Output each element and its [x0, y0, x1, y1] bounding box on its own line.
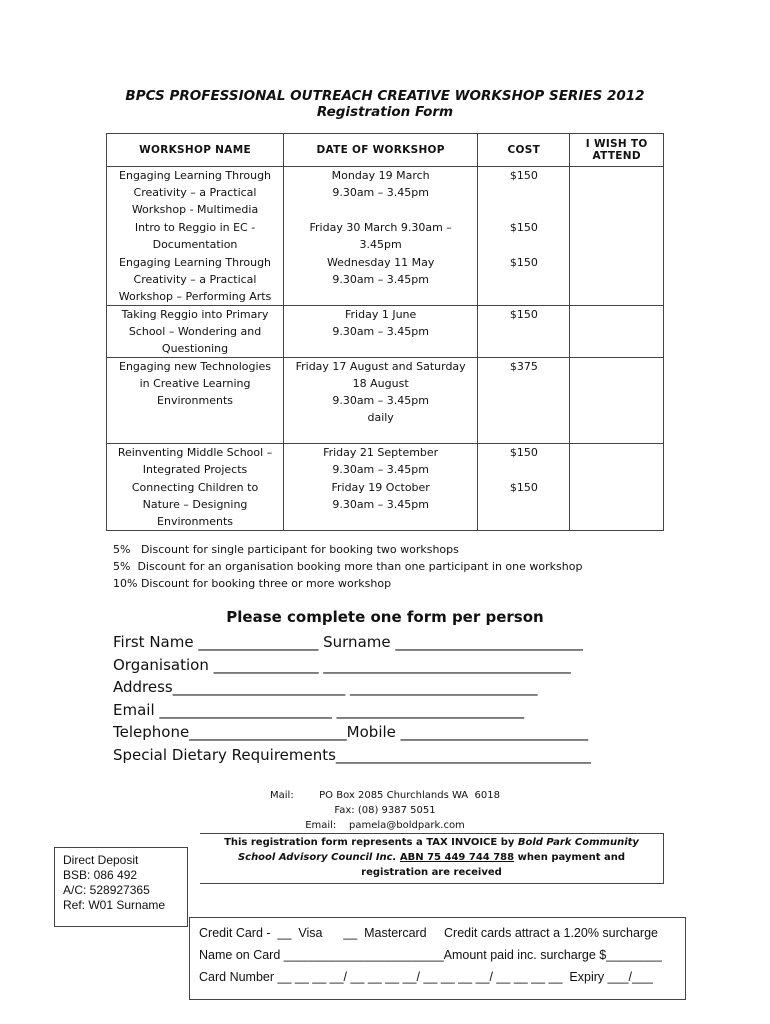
workshop-name-cell-line: Workshop – Performing Arts [118, 289, 272, 303]
date-cell-line: Friday 17 August and Saturday [295, 360, 466, 373]
workshop-name-cell [107, 444, 284, 479]
col-date: DATE OF WORKSHOP [284, 134, 478, 167]
organisation-name-cont: School Advisory Council Inc. [237, 852, 397, 863]
date-cell-line: 18 August [352, 377, 409, 390]
email-field[interactable]: Email _______________________ _________________________ [113, 700, 525, 719]
date-cell-line: Friday 1 June [345, 308, 417, 321]
first-name-surname-field[interactable]: First Name ________________ Surname _________________________ [113, 633, 583, 651]
reference: Ref: W01 Surname [63, 898, 166, 912]
cost-cell: $150 [478, 167, 570, 219]
date-cell [284, 167, 478, 219]
discount-item: 5% Discount for an organisation booking more than one participant in one workshop [113, 560, 583, 573]
date-cell-line: Wednesday 11 May [326, 255, 435, 269]
col-attend: I WISH TO ATTEND [570, 134, 664, 167]
form-heading: Please complete one form per person [226, 608, 544, 626]
date-cell-line: Monday 19 March [331, 169, 430, 182]
workshop-name-cell-line: Workshop - Multimedia [131, 203, 259, 216]
discount-item: 5% Discount for single participant for booking two workshops [113, 543, 459, 556]
card-type-field[interactable]: Credit Card - __ Visa __ Mastercard Credit cards attract a 1.20% surcharge [199, 926, 658, 940]
workshop-name-cell-line: Reinventing Middle School – [117, 446, 273, 459]
workshop-name-cell [107, 254, 284, 306]
cost-cell: $375 [478, 358, 570, 444]
credit-card-box [189, 917, 686, 1000]
attend-checkbox-cell[interactable] [570, 254, 664, 306]
bsb-number: BSB: 086 492 [63, 868, 138, 882]
date-cell-line: daily [367, 411, 394, 424]
date-cell [284, 306, 478, 358]
abn-number: ABN 75 449 744 788 [399, 852, 515, 863]
date-cell-line: Friday 30 March 9.30am – [309, 220, 452, 234]
tax-invoice-text-end: registration are received [361, 867, 502, 878]
tax-invoice-box [200, 833, 664, 884]
date-cell [284, 254, 478, 306]
date-cell-line: 9.30am – 3.45pm [332, 497, 429, 511]
date-cell-line: 9.30am – 3.45pm [332, 325, 429, 338]
direct-deposit-box [54, 847, 188, 927]
date-cell-line: 3.45pm [359, 237, 402, 251]
mail-address: Mail: PO Box 2085 Churchlands WA 6018 [270, 790, 500, 801]
date-cell-line: 9.30am – 3.45pm [332, 272, 429, 286]
workshop-name-cell-line: Connecting Children to [131, 480, 259, 494]
workshop-name-cell-line: Engaging Learning Through [119, 169, 272, 182]
discount-item: 10% Discount for booking three or more workshop [113, 577, 392, 590]
address-field[interactable]: Address_______________________ _________________________ [113, 678, 538, 696]
workshop-name-cell-line: Questioning [161, 342, 229, 355]
tax-invoice-text-cont: when payment and [514, 852, 626, 863]
form-title: BPCS PROFESSIONAL OUTREACH CREATIVE WORKSHOP SERIES 2012 [125, 88, 645, 104]
workshop-name-cell-line: Creativity – a Practical [133, 272, 257, 286]
workshop-name-cell-line: in Creative Learning [139, 377, 251, 390]
table-row [107, 254, 664, 306]
date-cell-line: Friday 21 September [323, 446, 439, 459]
workshop-name-cell [107, 219, 284, 254]
workshop-name-cell-line: Nature – Designing [142, 497, 248, 511]
direct-deposit-title: Direct Deposit [63, 853, 139, 867]
date-cell [284, 219, 478, 254]
workshop-name-cell-line: Engaging Learning Through [119, 255, 272, 269]
attend-checkbox-cell[interactable] [570, 479, 664, 531]
col-workshop-name: WORKSHOP NAME [107, 134, 284, 167]
cost-cell: $150 [478, 219, 570, 254]
attend-checkbox-cell[interactable] [570, 444, 664, 479]
attend-checkbox-cell[interactable] [570, 219, 664, 254]
dietary-requirements-field[interactable]: Special Dietary Requirements__________________________________ [113, 745, 591, 764]
table-row [107, 358, 664, 444]
account-number: A/C: 528927365 [63, 883, 150, 897]
form-subtitle: Registration Form [316, 104, 454, 120]
name-on-card-field[interactable]: Name on Card _______________________Amount paid inc. surcharge $________ [199, 948, 662, 962]
fax-number: Fax: (08) 9387 5051 [334, 805, 436, 816]
personal-details [113, 631, 591, 766]
date-cell [284, 358, 478, 444]
organisation-name: Bold Park Community [517, 837, 639, 848]
telephone-mobile-field[interactable]: Telephone_____________________Mobile _________________________ [113, 723, 589, 741]
workshop-name-cell [107, 167, 284, 219]
table-row [107, 219, 664, 254]
table-row [107, 167, 664, 219]
workshop-name-cell-line: Documentation [152, 237, 238, 251]
workshop-name-cell-line: Engaging new Technologies [119, 360, 272, 373]
workshop-name-cell-line: Environments [157, 514, 233, 528]
cost-cell: $150 [478, 444, 570, 479]
date-cell-line: 9.30am – 3.45pm [332, 463, 429, 476]
table-row [107, 444, 664, 479]
date-cell [284, 479, 478, 531]
workshop-name-cell-line: Integrated Projects [142, 463, 248, 476]
cost-cell: $150 [478, 254, 570, 306]
attend-checkbox-cell[interactable] [570, 306, 664, 358]
workshop-name-cell-line: Taking Reggio into Primary [121, 308, 269, 321]
cost-cell: $150 [478, 479, 570, 531]
table-row [107, 306, 664, 358]
date-cell [284, 444, 478, 479]
tax-invoice-text: This registration form represents a TAX INVOICE by [224, 837, 518, 848]
attend-checkbox-cell[interactable] [570, 167, 664, 219]
date-cell-line: 9.30am – 3.45pm [332, 394, 429, 407]
workshop-table [106, 133, 664, 531]
contact-info [0, 788, 770, 833]
card-number-field[interactable]: Card Number __ __ __ __/ __ __ __ __/ __ __ __ __/ __ __ __ __ Expiry ___/___ [199, 970, 653, 984]
cost-cell: $150 [478, 306, 570, 358]
workshop-name-cell-line: Environments [157, 394, 233, 407]
table-row [107, 479, 664, 531]
email-address: Email: pamela@boldpark.com [305, 820, 465, 831]
attend-checkbox-cell[interactable] [570, 358, 664, 444]
organisation-field[interactable]: Organisation ______________ _________________________________ [113, 655, 571, 674]
workshop-name-cell-line: School – Wondering and [128, 325, 262, 338]
workshop-name-cell-line: Intro to Reggio in EC - [134, 220, 256, 234]
workshop-name-cell-line: Creativity – a Practical [133, 186, 257, 199]
col-cost: COST [478, 134, 570, 167]
workshop-name-cell [107, 358, 284, 444]
date-cell-line: 9.30am – 3.45pm [332, 186, 429, 199]
workshop-name-cell [107, 306, 284, 358]
date-cell-line: Friday 19 October [331, 480, 430, 494]
workshop-name-cell [107, 479, 284, 531]
discount-list [113, 541, 582, 592]
table-header-row [107, 134, 664, 167]
